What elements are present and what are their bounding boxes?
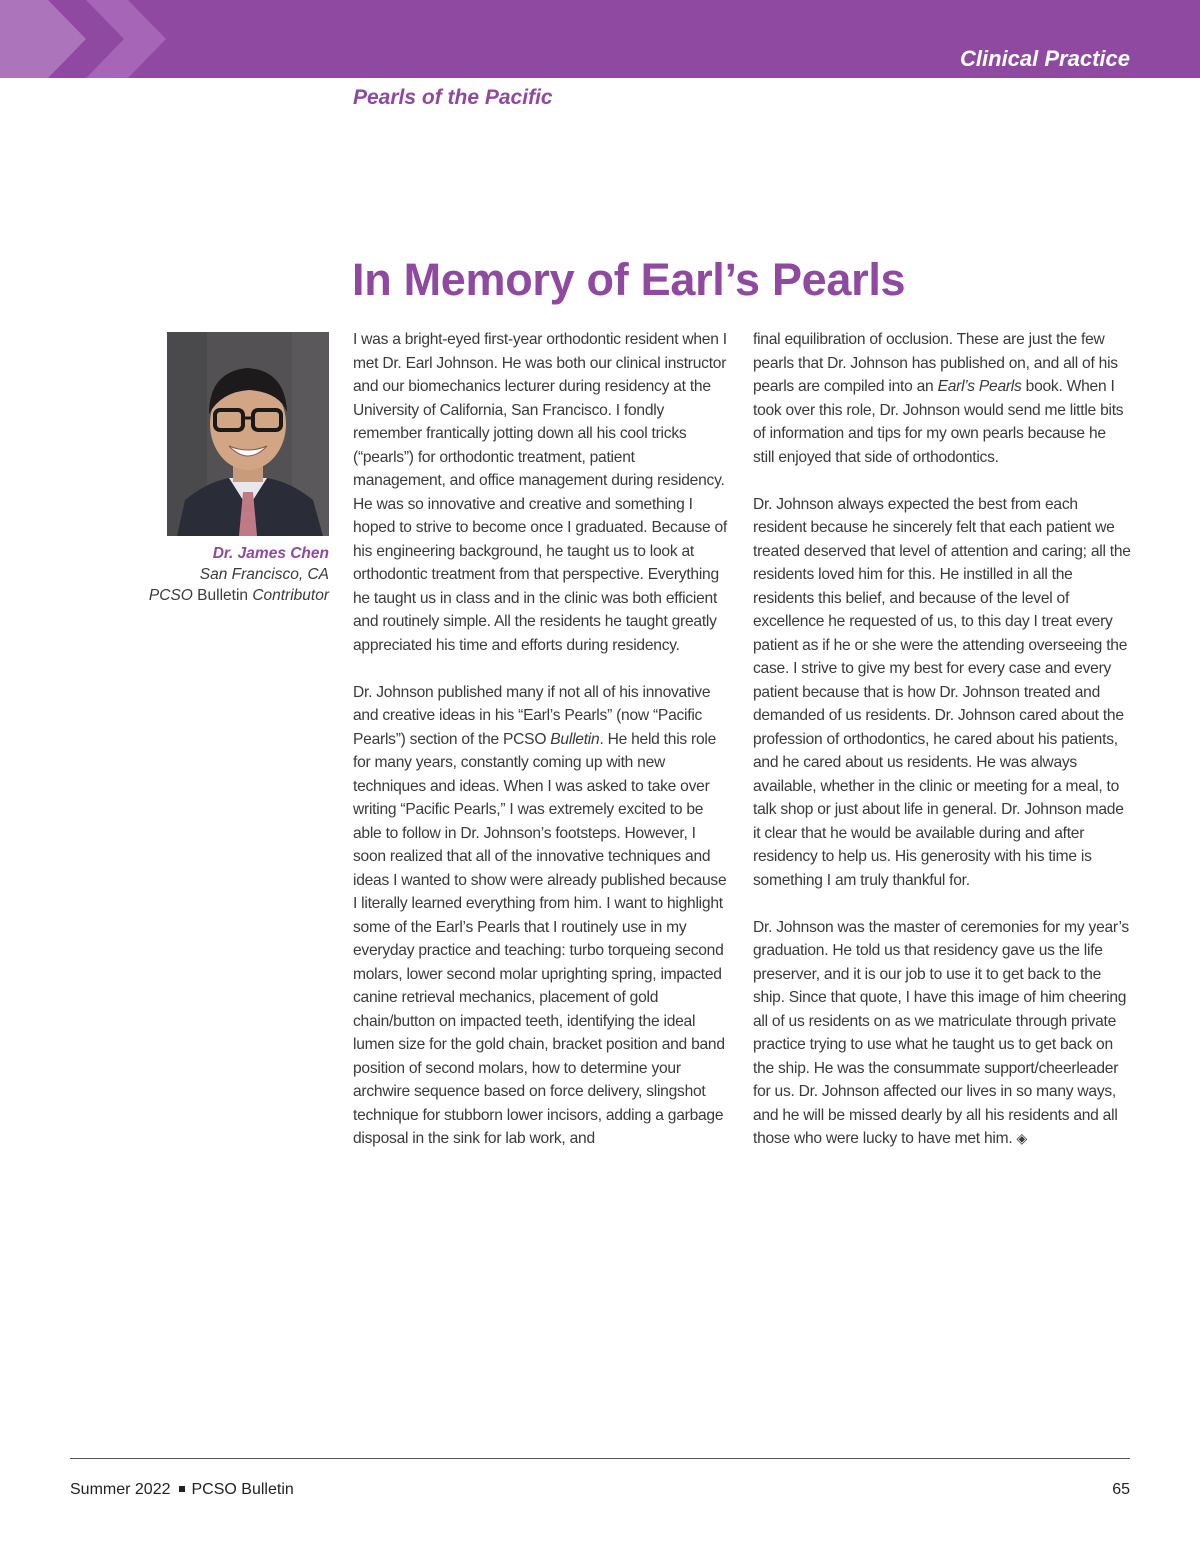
- author-name: Dr. James Chen: [212, 545, 329, 562]
- author-role: [149, 585, 329, 606]
- italic-text: Bulletin: [550, 730, 600, 748]
- author-role-middle: Bulletin: [192, 587, 253, 604]
- author-location: San Francisco, CA: [199, 566, 329, 583]
- footer-publication: PCSO Bulletin: [191, 1481, 294, 1498]
- article-title: In Memory of Earl’s Pearls: [352, 254, 906, 305]
- author-credit: [149, 543, 329, 606]
- paragraph: [353, 681, 731, 1151]
- text-run: book. When I took over this role, Dr. Johnson would send me little bits of information and tips for my own pearls because he still enjoyed that side of orthodontics.: [753, 378, 1124, 466]
- text-run: final equilibration of occlusion. These are just the few pearls that Dr. Johnson has published on, and all of his pearls are compiled into an: [753, 331, 1118, 395]
- article-column-1: [353, 328, 731, 1151]
- chevron-decoration-icon: [0, 0, 260, 78]
- author-role-prefix: PCSO: [148, 587, 193, 604]
- paragraph: Dr. Johnson always expected the best from each resident because he sincerely felt that each patient we treated deserved that level of attention and caring; all the residents loved him for this. He instilled in all the residents this belief, and because of the level of excellence he requested of us, to this day I treat every patient as if he or she were the attending overseeing the case. I strive to give my best for every case and every patient because that is how Dr. Johnson treated and demanded of us residents. Dr. Johnson cared about the profession of orthodontics, he cared about his patients, and he cared about us residents. He was always available, whether in the clinic or meeting for a meal, to talk shop or just about life in general. Dr. Johnson made it clear that he would be available during and after residency to help us. His generosity with his time is something I am truly thankful for.: [753, 495, 1131, 889]
- paragraph: [753, 916, 1131, 1151]
- author-role-suffix: Contributor: [252, 587, 329, 604]
- page-number: 65: [1112, 1481, 1130, 1498]
- header-banner: [0, 0, 1200, 78]
- text-run: . He held this role for many years, constantly coming up with new techniques and ideas. When I was asked to take over writing “Pacific Pearls,” I was extremely excited to be able to follow in Dr. Johnson’s footsteps. However, I soon realized that all of the innovative techniques and ideas I wanted to show were already published because I literally learned everything from him. I want to highlight some of the Earl’s Pearls that I routinely use in my everyday practice and teaching: turbo torqueing second molars, lower second molar uprighting spring, impacted canine retrieval mechanics, placement of gold chain/button on impacted teeth, identifying the ideal lumen size for the gold chain, bracket position and band position of second molars, how to determine your archwire sequence based on force delivery, slingshot technique for stubborn lower incisors, adding a garbage disposal in the sink for lab work, and: [353, 730, 727, 1147]
- italic-text: Earl’s Pearls: [937, 378, 1022, 395]
- footer-divider: [70, 1458, 1130, 1459]
- square-bullet-icon: [179, 1486, 185, 1492]
- paragraph: I was a bright-eyed first-year orthodontic resident when I met Dr. Earl Johnson. He was both our clinical instructor and our biomechanics lecturer during residency at the University of California, San Francisco. I fondly remember frantically jotting down all his cool tricks (“pearls”) for orthodontic treatment, patient management, and office management during residency. He was so innovative and creative and something I hoped to strive to become once I graduated. Because of his engineering background, he taught us to look at orthodontic treatment from that perspective. Everything he taught us in class and in the clinic was both efficient and routinely simple. All the residents he taught greatly appreciated his time and efforts during residency.: [353, 331, 727, 654]
- paragraph: [753, 328, 1131, 469]
- section-label: Clinical Practice: [960, 46, 1130, 71]
- footer-issue-info: [70, 1481, 294, 1499]
- column-name: Pearls of the Pacific: [353, 86, 553, 109]
- end-mark-icon: ◈: [1016, 1130, 1028, 1146]
- author-photo: [167, 332, 329, 536]
- text-run: Dr. Johnson published many if not all of his innovative and creative ideas in his “Earl’s Pearls” (now “Pacific Pearls”) section of the PCSO: [353, 683, 711, 748]
- text-run: Dr. Johnson was the master of ceremonies for my year’s graduation. He told us that residency gave us the life preserver, and it is our job to use it to get back to the ship. Since that quote, I have this image of him cheering all of us residents on as we matriculate through private practice trying to use what he taught us to get back on the ship. He was the consummate support/cheerleader for us. Dr. Johnson affected our lives in so many ways, and he will be missed dearly by all his residents and all those who were lucky to have met him.: [753, 918, 1129, 1147]
- article-column-2: [753, 328, 1131, 1151]
- footer-issue: Summer 2022: [70, 1481, 171, 1498]
